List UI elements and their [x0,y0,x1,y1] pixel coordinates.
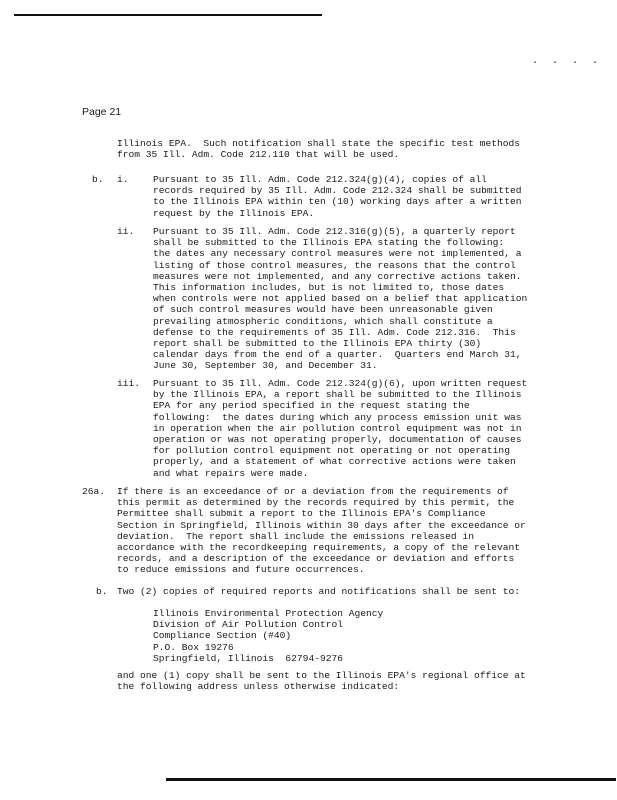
text-line: Pursuant to 35 Ill. Adm. Code 212.324(g)(6), upon written request [153,378,528,389]
text-line: properly, and a statement of what corrective actions were taken [153,456,516,468]
text-line: following: the dates during which any process emission unit was [153,411,522,423]
text-line: by the Illinois EPA, a report shall be submitted to the Illinois [153,389,522,401]
text-line: If there is an exceedance of or a deviation from the requirements of [117,486,509,497]
text-line: Section in Springfield, Illinois within 30 days after the exceedance or [117,519,526,531]
text-line: records, and a description of the exceedance or deviation and efforts [117,553,515,565]
corner-mark: . . . . [532,56,603,67]
text-line: Pursuant to 35 Ill. Adm. Code 212.324(g)(4), copies of all [153,174,487,185]
text-line: shall be submitted to the Illinois EPA stating the following: [153,237,505,249]
text-line: this permit as determined by the records required by this permit, the [117,497,515,509]
address-line: Illinois Environmental Protection Agency [153,608,384,619]
item-label-b: b. [92,174,104,185]
text-line: the dates any necessary control measures were not implemented, a [153,248,522,260]
section-26a [117,486,526,576]
text-line: accordance with the recordkeeping requirements, a copy of the relevant [117,542,521,554]
address-line: Springfield, Illinois 62794-9276 [153,652,343,664]
text-line: Pursuant to 35 Ill. Adm. Code 212.316(g)(5), a quarterly report [153,226,516,237]
continued-paragraph [117,138,520,160]
item-b-i [153,174,521,219]
text-line: for pollution control equipment not operating or not operating [153,445,510,457]
closing-paragraph [117,670,526,692]
text-line: request by the Illinois EPA. [153,207,315,219]
text-line: and what repairs were made. [153,467,309,479]
text-line: the following address unless otherwise indicated: [117,681,400,693]
text-line: listing of those control measures, the reasons that the control [153,259,516,271]
item-b-iii [153,378,527,479]
text-line: June 30, September 30, and December 31. [153,360,378,372]
text-line: to the Illinois EPA within ten (10) working days after a written [153,196,522,208]
item-label-b-ii: ii. [117,226,135,237]
text-line: EPA for any period specified in the request stating the [153,400,470,412]
address-line: Compliance Section (#40) [153,630,292,642]
page-number: Page 21 [82,106,122,118]
text-line: deviation. The report shall include the emissions released in [117,530,474,542]
text-line: report shall be submitted to the Illinois EPA thirty (30) [153,338,482,350]
text-line: in operation when the air pollution control equipment was not in [153,422,522,434]
text-line: Permittee shall submit a report to the Illinois EPA's Compliance [117,508,486,520]
item-b-ii [153,226,527,372]
text-line: when controls were not applied based on a belief that application [153,293,528,305]
text-line: Illinois EPA. Such notification shall state the specific test methods [117,138,521,149]
mailing-address [153,608,383,664]
text-line: calendar days from the end of a quarter. Quarters end March 31, [153,349,522,361]
section-label-26a: 26a. [82,486,106,497]
text-line: operation or was not operating properly, documentation of causes [153,434,522,446]
item-label-b-iii: iii. [117,378,141,389]
bottom-rule [166,778,616,781]
text-line: of such control measures would have been unreasonable given [153,304,493,316]
address-line: Division of Air Pollution Control [153,619,343,631]
text-line: from 35 Ill. Adm. Code 212.110 that will be used. [117,149,400,161]
section-label-26b: b. [96,586,108,597]
item-label-b-i: i. [117,174,129,185]
text-line: defense to the requirements of 35 Ill. Adm. Code 212.316. This [153,326,516,338]
section-26b [117,586,520,597]
text-line: This information includes, but is not limited to, those dates [153,282,505,294]
address-line: P.O. Box 19276 [153,641,234,653]
text-line: measures were not implemented, and any corrective actions taken. [153,270,522,282]
text-line: records required by 35 Ill. Adm. Code 212.324 shall be submitted [153,185,522,197]
top-rule [14,14,322,16]
text-line: and one (1) copy shall be sent to the Illinois EPA's regional office at [117,670,526,681]
text-line: to reduce emissions and future occurrences. [117,564,365,576]
text-line: prevailing atmospheric conditions, which shall constitute a [153,315,493,327]
text-line: Two (2) copies of required reports and notifications shall be sent to: [117,586,521,597]
